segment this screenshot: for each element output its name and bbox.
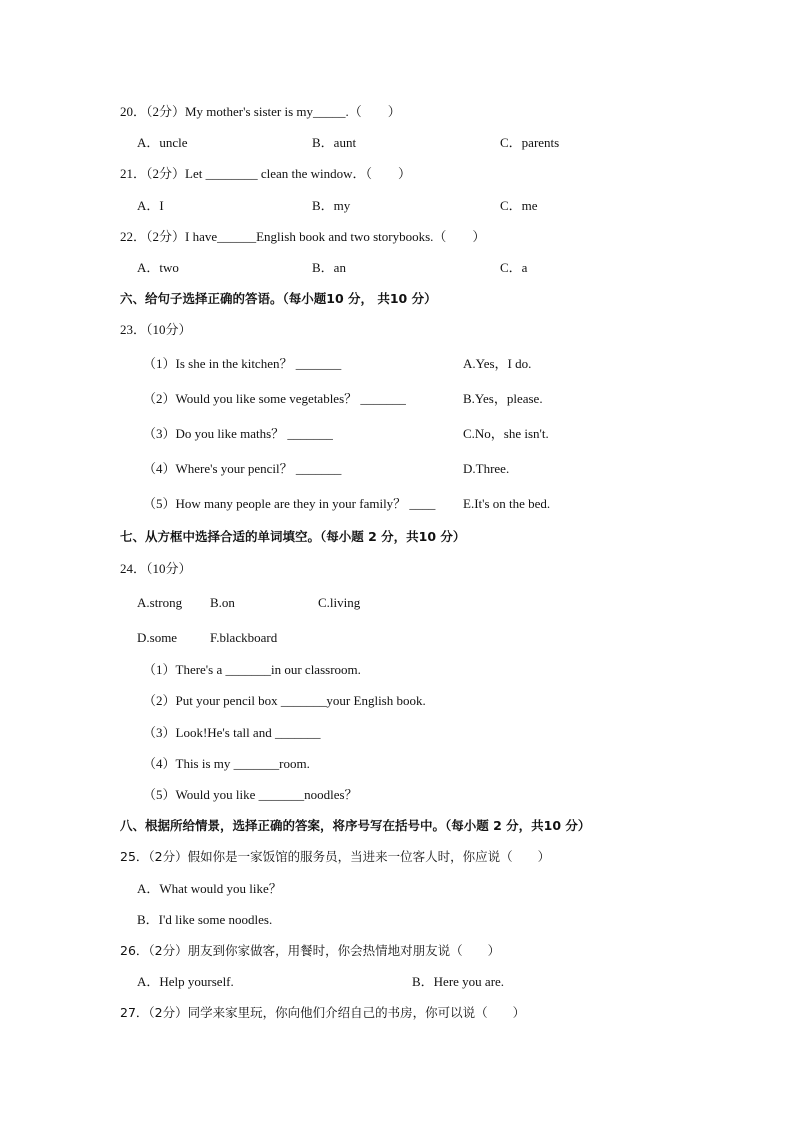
q26-option-a[interactable]: A．Help yourself.	[137, 974, 234, 989]
q24-question-5: （5）Would you like _______noodles？	[143, 787, 358, 802]
q25-option-a[interactable]: A．What would you like？	[137, 881, 282, 896]
q20-option-c[interactable]: C．parents	[500, 135, 560, 150]
q22-stem: 22．（2分）I have______English book and two storybooks.（ ）	[120, 229, 486, 244]
q21-option-b[interactable]: B．my	[312, 198, 351, 213]
q23-question-2: （2）Would you like some vegetables？ _______	[143, 391, 406, 406]
word-box-a: A.strong	[137, 595, 183, 610]
q26-stem: 26．（2分）朋友到你家做客，用餐时，你会热情地对朋友说（ ）	[120, 943, 501, 958]
section-6-title: 六、给句子选择正确的答语。（每小题10 分， 共10 分）	[120, 291, 437, 306]
q24-question-2: （2）Put your pencil box _______your English book.	[143, 693, 426, 708]
q23-answer-c: C.No，she isn't.	[463, 426, 549, 441]
q24-question-3: （3）Look!He's tall and _______	[143, 725, 321, 740]
q23-question-5: （5）How many people are they in your family？ ____	[143, 496, 436, 511]
section-7-title: 七、从方框中选择合适的单词填空。（每小题 2 分，共10 分）	[120, 529, 466, 544]
q23-number: 23．（10分）	[120, 322, 192, 337]
q27-stem: 27．（2分）同学来家里玩，你向他们介绍自己的书房，你可以说（ ）	[120, 1005, 526, 1020]
q22-option-a[interactable]: A．two	[137, 260, 179, 275]
q25-stem: 25．（2分）假如你是一家饭馆的服务员，当进来一位客人时，你应说（ ）	[120, 849, 551, 864]
q25-option-b[interactable]: B．I'd like some noodles.	[137, 912, 273, 927]
q24-number: 24．（10分）	[120, 561, 192, 576]
q20-option-a[interactable]: A．uncle	[137, 135, 188, 150]
q21-option-c[interactable]: C．me	[500, 198, 538, 213]
q20-stem: 20．（2分）My mother's sister is my_____.（ ）	[120, 104, 401, 119]
q23-question-1: （1）Is she in the kitchen？ _______	[143, 356, 342, 371]
q24-question-4: （4）This is my _______room.	[143, 756, 310, 771]
q23-answer-b: B.Yes，please.	[463, 391, 543, 406]
q24-question-1: （1）There's a _______in our classroom.	[143, 662, 361, 677]
q23-question-4: （4）Where's your pencil？ _______	[143, 461, 342, 476]
q23-answer-a: A.Yes，I do.	[463, 356, 532, 371]
q22-option-b[interactable]: B．an	[312, 260, 346, 275]
q21-option-a[interactable]: A．I	[137, 198, 164, 213]
word-box-f: F.blackboard	[210, 630, 278, 645]
q22-option-c[interactable]: C．a	[500, 260, 528, 275]
q26-option-b[interactable]: B．Here you are.	[412, 974, 505, 989]
q23-answer-d: D.Three.	[463, 461, 510, 476]
word-box-b: B.on	[210, 595, 235, 610]
word-box-c: C.living	[318, 595, 361, 610]
q23-answer-e: E.It's on the bed.	[463, 496, 551, 511]
word-box-d: D.some	[137, 630, 178, 645]
section-8-title: 八、根据所给情景，选择正确的答案，将序号写在括号中。（每小题 2 分，共10 分）	[120, 818, 591, 833]
q20-option-b[interactable]: B．aunt	[312, 135, 357, 150]
q21-stem: 21．（2分）Let ________ clean the window．（ ）	[120, 166, 412, 181]
q23-question-3: （3）Do you like maths？ _______	[143, 426, 333, 441]
